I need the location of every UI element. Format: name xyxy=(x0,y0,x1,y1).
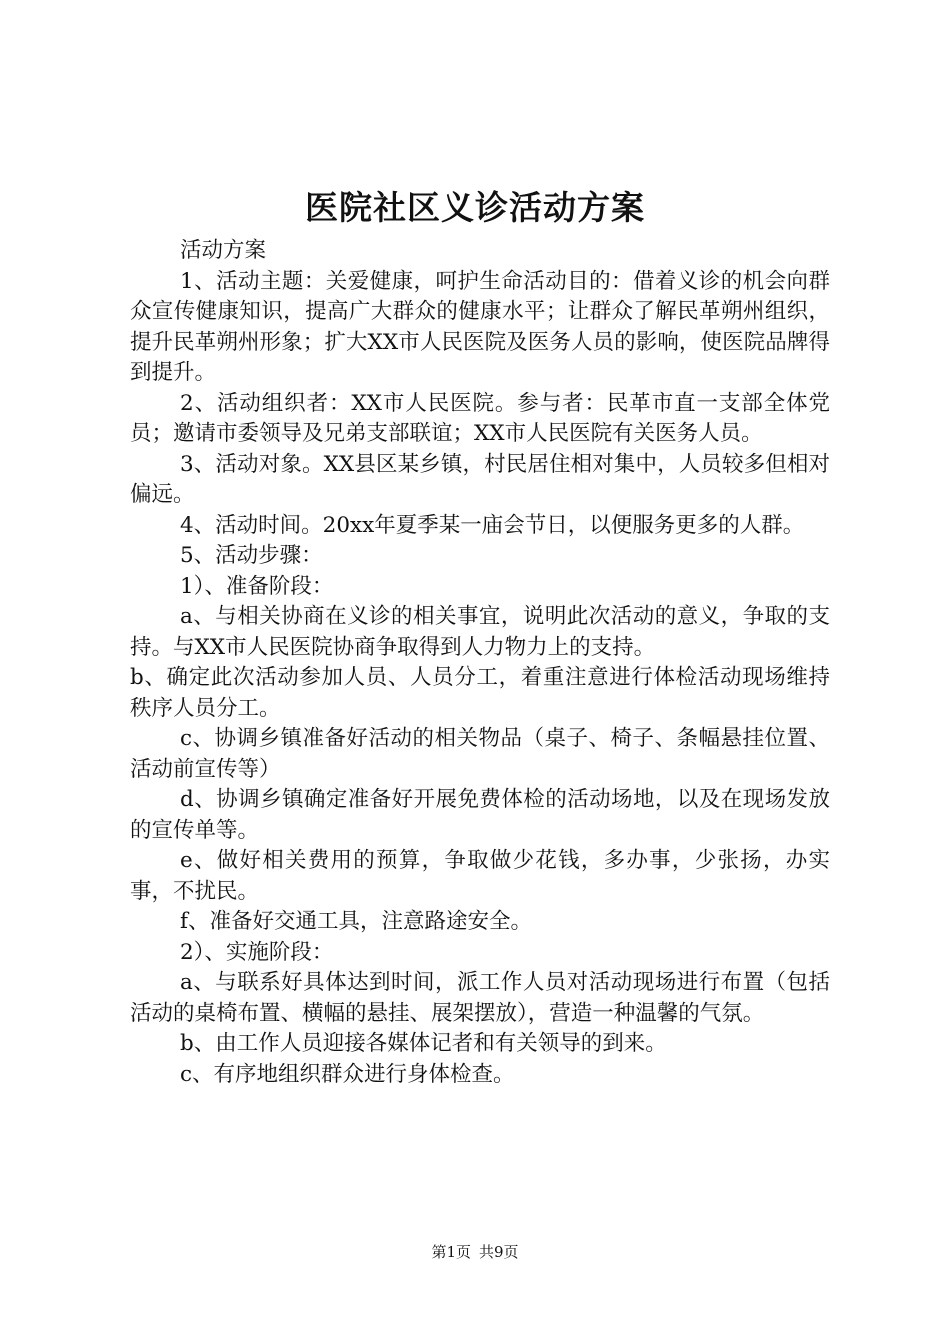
page-total: 共9页 xyxy=(479,1243,519,1261)
paragraph: a、与相关协商在义诊的相关事宜，说明此次活动的意义，争取的支持。与XX市人民医院协商争取得到人力物力上的支持。 xyxy=(130,604,830,660)
paragraph: 活动方案 xyxy=(180,238,267,263)
paragraph: b、由工作人员迎接各媒体记者和有关领导的到来。 xyxy=(180,1031,667,1056)
page-footer xyxy=(0,1242,950,1262)
document-body xyxy=(130,236,830,1090)
paragraph: c、协调乡镇准备好活动的相关物品（桌子、椅子、条幅悬挂位置、活动前宣传等） xyxy=(130,726,830,782)
paragraph: 5、活动步骤： xyxy=(180,543,323,568)
paragraph: b、确定此次活动参加人员、人员分工，着重注意进行体检活动现场维持秩序人员分工。 xyxy=(130,665,830,721)
paragraph: f、准备好交通工具，注意路途安全。 xyxy=(180,909,532,934)
paragraph: 4、活动时间。20xx年夏季某一庙会节日，以便服务更多的人群。 xyxy=(180,512,805,538)
paragraph: 3、活动对象。XX县区某乡镇，村民居住相对集中，人员较多但相对偏远。 xyxy=(130,451,830,507)
paragraph: 2）、实施阶段： xyxy=(180,939,334,965)
paragraph: 1、活动主题：关爱健康，呵护生命活动目的：借着义诊的机会向群众宣传健康知识，提高广大群众的健康水平；让群众了解民革朔州组织，提升民革朔州形象；扩大XX市人民医院及医务人员的影响，使医院品牌得到提升。 xyxy=(130,268,830,385)
paragraph: a、与联系好具体达到时间，派工作人员对活动现场进行布置（包括活动的桌椅布置、横幅的悬挂、展架摆放），营造一种温馨的气氛。 xyxy=(130,970,830,1026)
page-number: 第1页 xyxy=(431,1243,471,1261)
paragraph: 1）、准备阶段： xyxy=(180,573,334,599)
paragraph: c、有序地组织群众进行身体检查。 xyxy=(180,1061,515,1087)
document-title: 医院社区义诊活动方案 xyxy=(305,188,645,227)
paragraph: d、协调乡镇确定准备好开展免费体检的活动场地，以及在现场发放的宣传单等。 xyxy=(130,787,830,843)
paragraph: 2、活动组织者：XX市人民医院。参与者：民革市直一支部全体党员；邀请市委领导及兄弟支部联谊；XX市人民医院有关医务人员。 xyxy=(130,390,830,446)
paragraph: e、做好相关费用的预算，争取做少花钱，多办事，少张扬，办实事，不扰民。 xyxy=(130,848,830,904)
